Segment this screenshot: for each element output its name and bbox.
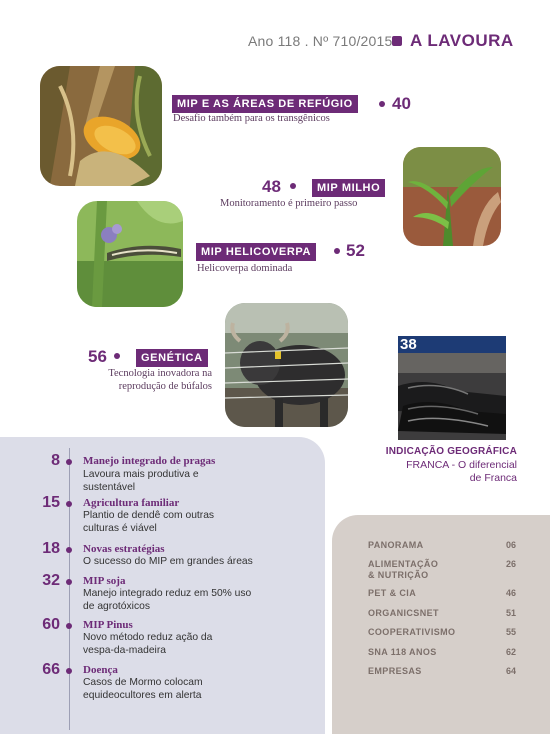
toc-title[interactable]: Agricultura familiar xyxy=(83,497,180,509)
feature-subtitle-refugio: Desafio também para os transgênicos xyxy=(173,113,330,124)
section-label[interactable]: ALIMENTAÇÃO xyxy=(368,559,439,569)
section-label[interactable]: PET & CIA xyxy=(368,588,417,598)
corn-photo xyxy=(40,66,162,186)
section-label[interactable]: & NUTRIÇÃO xyxy=(368,570,429,580)
feature-subtitle-milho: Monitoramento é primeiro passo xyxy=(220,198,358,209)
feature-subtitle-genetica-line2: reprodução de búfalos xyxy=(118,381,212,392)
bullet-icon xyxy=(66,668,72,674)
bullet-icon xyxy=(66,501,72,507)
section-page[interactable]: 06 xyxy=(505,540,516,550)
bullet-icon xyxy=(379,101,385,107)
toc-title[interactable]: Doença xyxy=(83,664,118,676)
toc-title[interactable]: MIP soja xyxy=(83,575,126,587)
feature-subtitle-helicoverpa: Helicoverpa dominada xyxy=(197,263,293,274)
seedling-photo xyxy=(403,147,501,246)
toc-page[interactable]: 66 xyxy=(42,661,60,678)
toc-rule xyxy=(69,448,70,730)
feature-page-genetica[interactable]: 56 xyxy=(88,347,107,366)
section-label[interactable]: PANORAMA xyxy=(368,540,424,550)
caterpillar-photo xyxy=(77,201,183,307)
toc-page[interactable]: 8 xyxy=(51,452,60,469)
section-page[interactable]: 26 xyxy=(505,559,516,569)
toc-title[interactable]: Novas estratégias xyxy=(83,543,165,555)
toc-page[interactable]: 18 xyxy=(42,540,60,557)
bullet-icon xyxy=(66,459,72,465)
section-page[interactable]: 62 xyxy=(505,647,516,657)
bullet-icon xyxy=(66,623,72,629)
toc-title[interactable]: Manejo integrado de pragas xyxy=(83,455,216,467)
toc-desc: Casos de Mormo colocam equideocultores em alerta xyxy=(83,677,203,701)
toc-page[interactable]: 32 xyxy=(42,572,60,589)
bullet-icon xyxy=(66,547,72,553)
section-label[interactable]: ORGANICSNET xyxy=(368,608,439,618)
section-page[interactable]: 51 xyxy=(505,608,516,618)
highlight-page[interactable]: 38 xyxy=(400,336,417,353)
issue-info: Ano 118 . Nº 710/2015 xyxy=(248,33,393,49)
section-page[interactable]: 46 xyxy=(505,588,516,598)
feature-page-refugio[interactable]: 40 xyxy=(392,94,411,113)
toc-page[interactable]: 60 xyxy=(42,616,60,633)
square-bullet-icon xyxy=(392,36,402,46)
toc-desc: Novo método reduz ação da vespa-da-madeira xyxy=(83,632,213,656)
sections-panel xyxy=(332,515,550,734)
section-label[interactable]: COOPERATIVISMO xyxy=(368,627,456,637)
section-label[interactable]: SNA 118 ANOS xyxy=(368,647,437,657)
feature-subtitle-genetica-line1: Tecnologia inovadora na xyxy=(108,368,212,379)
toc-desc: Manejo integrado reduz em 50% uso de agrotóxicos xyxy=(83,588,252,612)
feature-tag-refugio[interactable]: MIP E AS ÁREAS DE REFÚGIO xyxy=(172,95,358,113)
buffalo-photo xyxy=(225,303,348,427)
highlight-desc-line1: FRANCA - O diferencial xyxy=(406,459,517,471)
toc-desc: O sucesso do MIP em grandes áreas xyxy=(83,556,253,567)
toc-desc: Lavoura mais produtiva e sustentável xyxy=(83,469,199,493)
bullet-icon xyxy=(290,183,296,189)
highlight-desc-line2: de Franca xyxy=(469,472,517,484)
feature-page-milho[interactable]: 48 xyxy=(262,177,281,196)
toc-desc: Plantio de dendê com outras culturas é viável xyxy=(83,510,215,534)
magazine-title: A LAVOURA xyxy=(410,31,514,50)
feature-page-helicoverpa[interactable]: 52 xyxy=(346,241,365,260)
feature-tag-genetica[interactable]: GENÉTICA xyxy=(136,349,208,367)
section-page[interactable]: 55 xyxy=(505,627,516,637)
toc-page[interactable]: 15 xyxy=(42,494,60,511)
section-page[interactable]: 64 xyxy=(505,666,516,676)
feature-tag-helicoverpa[interactable]: MIP HELICOVERPA xyxy=(196,243,316,261)
toc-title[interactable]: MIP Pinus xyxy=(83,619,133,631)
bullet-icon xyxy=(66,579,72,585)
bullet-icon xyxy=(114,353,120,359)
section-label[interactable]: EMPRESAS xyxy=(368,666,422,676)
feature-tag-milho[interactable]: MIP MILHO xyxy=(312,179,385,197)
bullet-icon xyxy=(334,248,340,254)
highlight-title[interactable]: INDICAÇÃO GEOGRÁFICA xyxy=(385,446,517,457)
